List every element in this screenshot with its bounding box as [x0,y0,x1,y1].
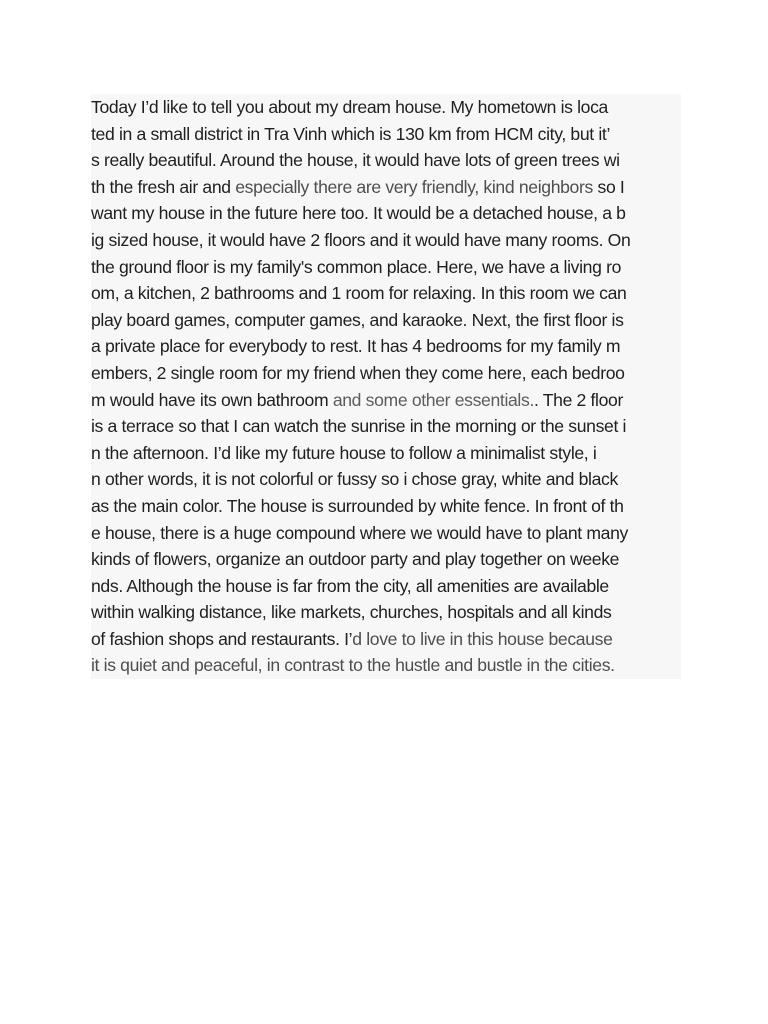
text-segment: want my house in the future here too. It would be a detached house, a b [91,203,626,224]
text-line [91,652,681,679]
text-segment: especially there are very friendly, kind neighbors [235,176,593,197]
text-line [91,520,681,547]
text-segment: play board games, computer games, and karaoke. Next, the first floor is [91,309,624,330]
text-line [91,254,681,281]
text-segment: s really beautiful. Around the house, it would have lots of green trees wi [91,150,620,171]
text-line [91,121,681,148]
text-line [91,546,681,573]
text-segment: th the fresh air and [91,176,236,197]
text-segment: om, a kitchen, 2 bathrooms and 1 room for relaxing. In this room we can [91,283,627,304]
text-line [91,493,681,520]
text-line [91,440,681,467]
essay-paragraph [91,94,681,679]
text-line [91,626,681,653]
text-segment: n other words, it is not colorful or fussy so i chose gray, white and black [91,469,618,490]
text-segment: and some other essentials. [332,389,534,410]
text-segment: e house, there is a huge compound where we would have to plant many [91,522,628,543]
text-line [91,360,681,387]
text-segment: so I [592,176,625,197]
text-line [91,147,681,174]
text-line [91,280,681,307]
text-line [91,307,681,334]
text-segment: a private place for everybody to rest. It has 4 bedrooms for my family m [91,336,621,357]
text-segment: of fashion shops and restaurants. I’ [91,628,353,649]
text-line [91,387,681,414]
text-segment: kinds of flowers, organize an outdoor party and play together on weeke [91,549,620,570]
text-line [91,573,681,600]
text-segment: n the afternoon. I’d like my future house to follow a minimalist style, i [91,442,597,463]
text-segment: Today I’d like to tell you about my dream house. My hometown is loca [91,97,608,117]
text-segment: it is quiet and peaceful, in contrast to the hustle and bustle in the cities. [91,655,615,676]
text-line [91,174,681,201]
text-line [91,333,681,360]
text-segment: is a terrace so that I can watch the sunrise in the morning or the sunset i [91,416,627,437]
text-line [91,94,681,121]
text-segment: within walking distance, like markets, churches, hospitals and all kinds [91,602,612,623]
text-line [91,200,681,227]
text-segment: m would have its own bathroom [91,389,333,410]
text-segment: embers, 2 single room for my friend when they come here, each bedroo [91,362,625,383]
text-line [91,599,681,626]
text-segment: ig sized house, it would have 2 floors and it would have many rooms. On [91,229,631,250]
text-segment: the ground floor is my family's common place. Here, we have a living ro [91,256,622,277]
text-segment: d love to live in this house because [352,628,613,649]
text-line [91,227,681,254]
text-line [91,413,681,440]
text-segment: as the main color. The house is surrounded by white fence. In front of th [91,495,624,516]
text-line [91,466,681,493]
text-segment: . The 2 floor [533,389,623,410]
text-segment: ted in a small district in Tra Vinh which is 130 km from HCM city, but it’ [91,123,611,144]
text-segment: nds. Although the house is far from the city, all amenities are available [91,575,609,596]
